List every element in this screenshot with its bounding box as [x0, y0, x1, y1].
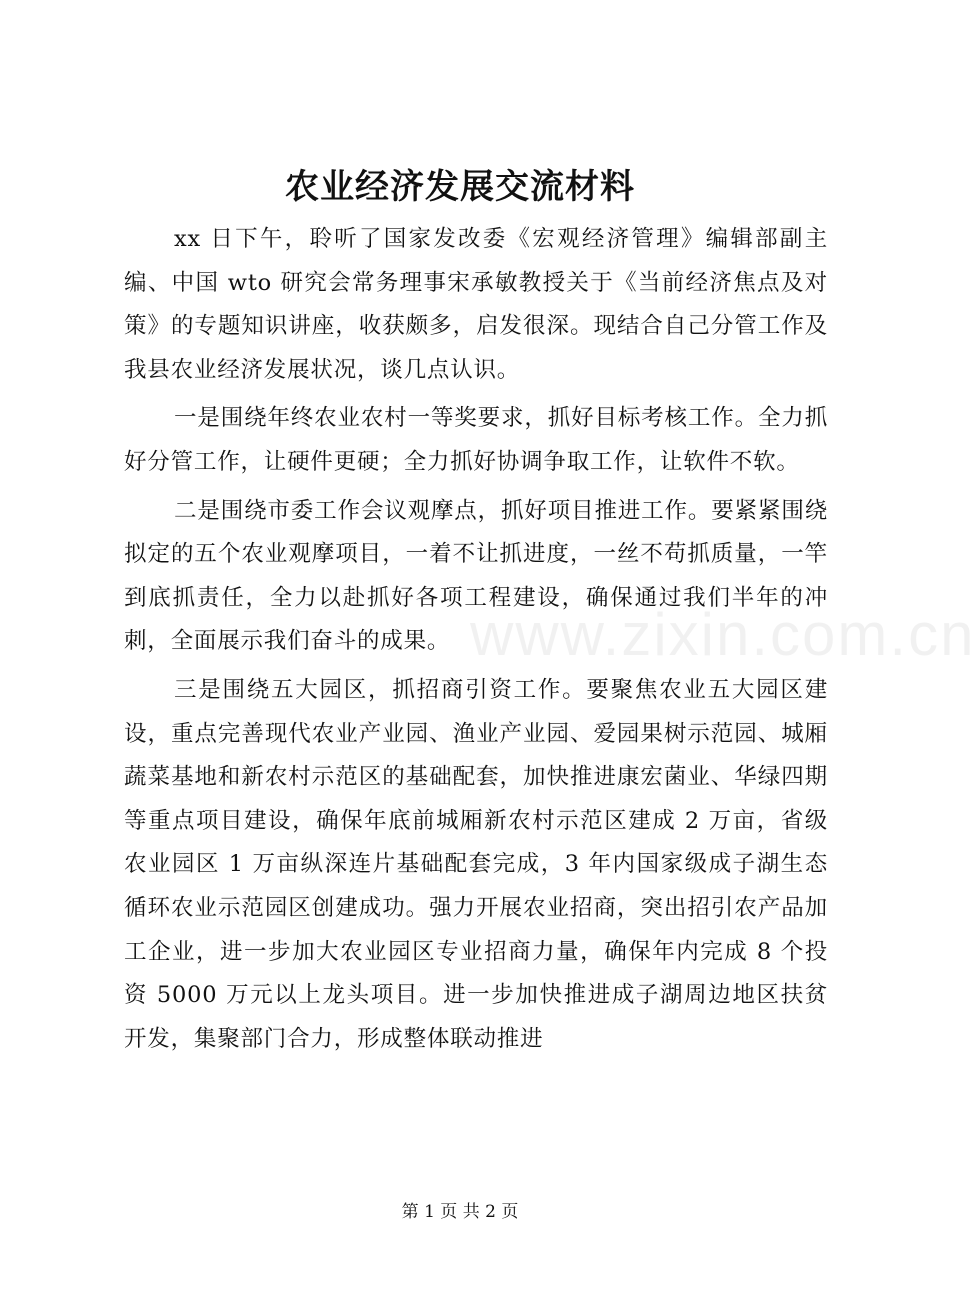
document-title: 农业经济发展交流材料	[285, 167, 635, 207]
paragraph-point-three: 三是围绕五大园区，抓招商引资工作。要聚焦农业五大园区建设，重点完善现代农业产业园、渔业产业园、爱园果树示范园、城厢蔬菜基地和新农村示范区的基础配套，加快推进康宏菌业、华绿四期等重点项目建设，确保年底前城厢新农村示范区建成 2 万亩，省级农业园区 1 万亩纵深连片基础配套完成，3 年内国家级成子湖生态循环农业示范园区创建成功。强力开展农业招商，突出招引农产品加工企业，进一步加大农业园区专业招商力量，确保年内完成 8 个投资 5000 万元以上龙头项目。进一步加快推进成子湖周边地区扶贫开发，集聚部门合力，形成整体联动推进	[124, 676, 828, 1052]
document-body	[124, 218, 828, 1066]
paragraph-intro: xx 日下午，聆听了国家发改委《宏观经济管理》编辑部副主编、中国 wto 研究会常务理事宋承敏教授关于《当前经济焦点及对策》的专题知识讲座，收获颇多，启发很深。现结合自己分管工作及我县农业经济发展状况，谈几点认识。	[124, 226, 828, 383]
paragraph-point-two: 二是围绕市委工作会议观摩点，抓好项目推进工作。要紧紧围绕拟定的五个农业观摩项目，一着不让抓进度，一丝不苟抓质量，一竿到底抓责任，全力以赴抓好各项工程建设，确保通过我们半年的冲刺，全面展示我们奋斗的成果。	[124, 497, 828, 655]
watermark: www.zixin.com.cn	[470, 601, 975, 668]
paragraph-point-one: 一是围绕年终农业农村一等奖要求，抓好目标考核工作。全力抓好分管工作，让硬件更硬；全力抓好协调争取工作，让软件不软。	[124, 405, 828, 475]
page-footer: 第 1 页 共 2 页	[401, 1202, 519, 1222]
